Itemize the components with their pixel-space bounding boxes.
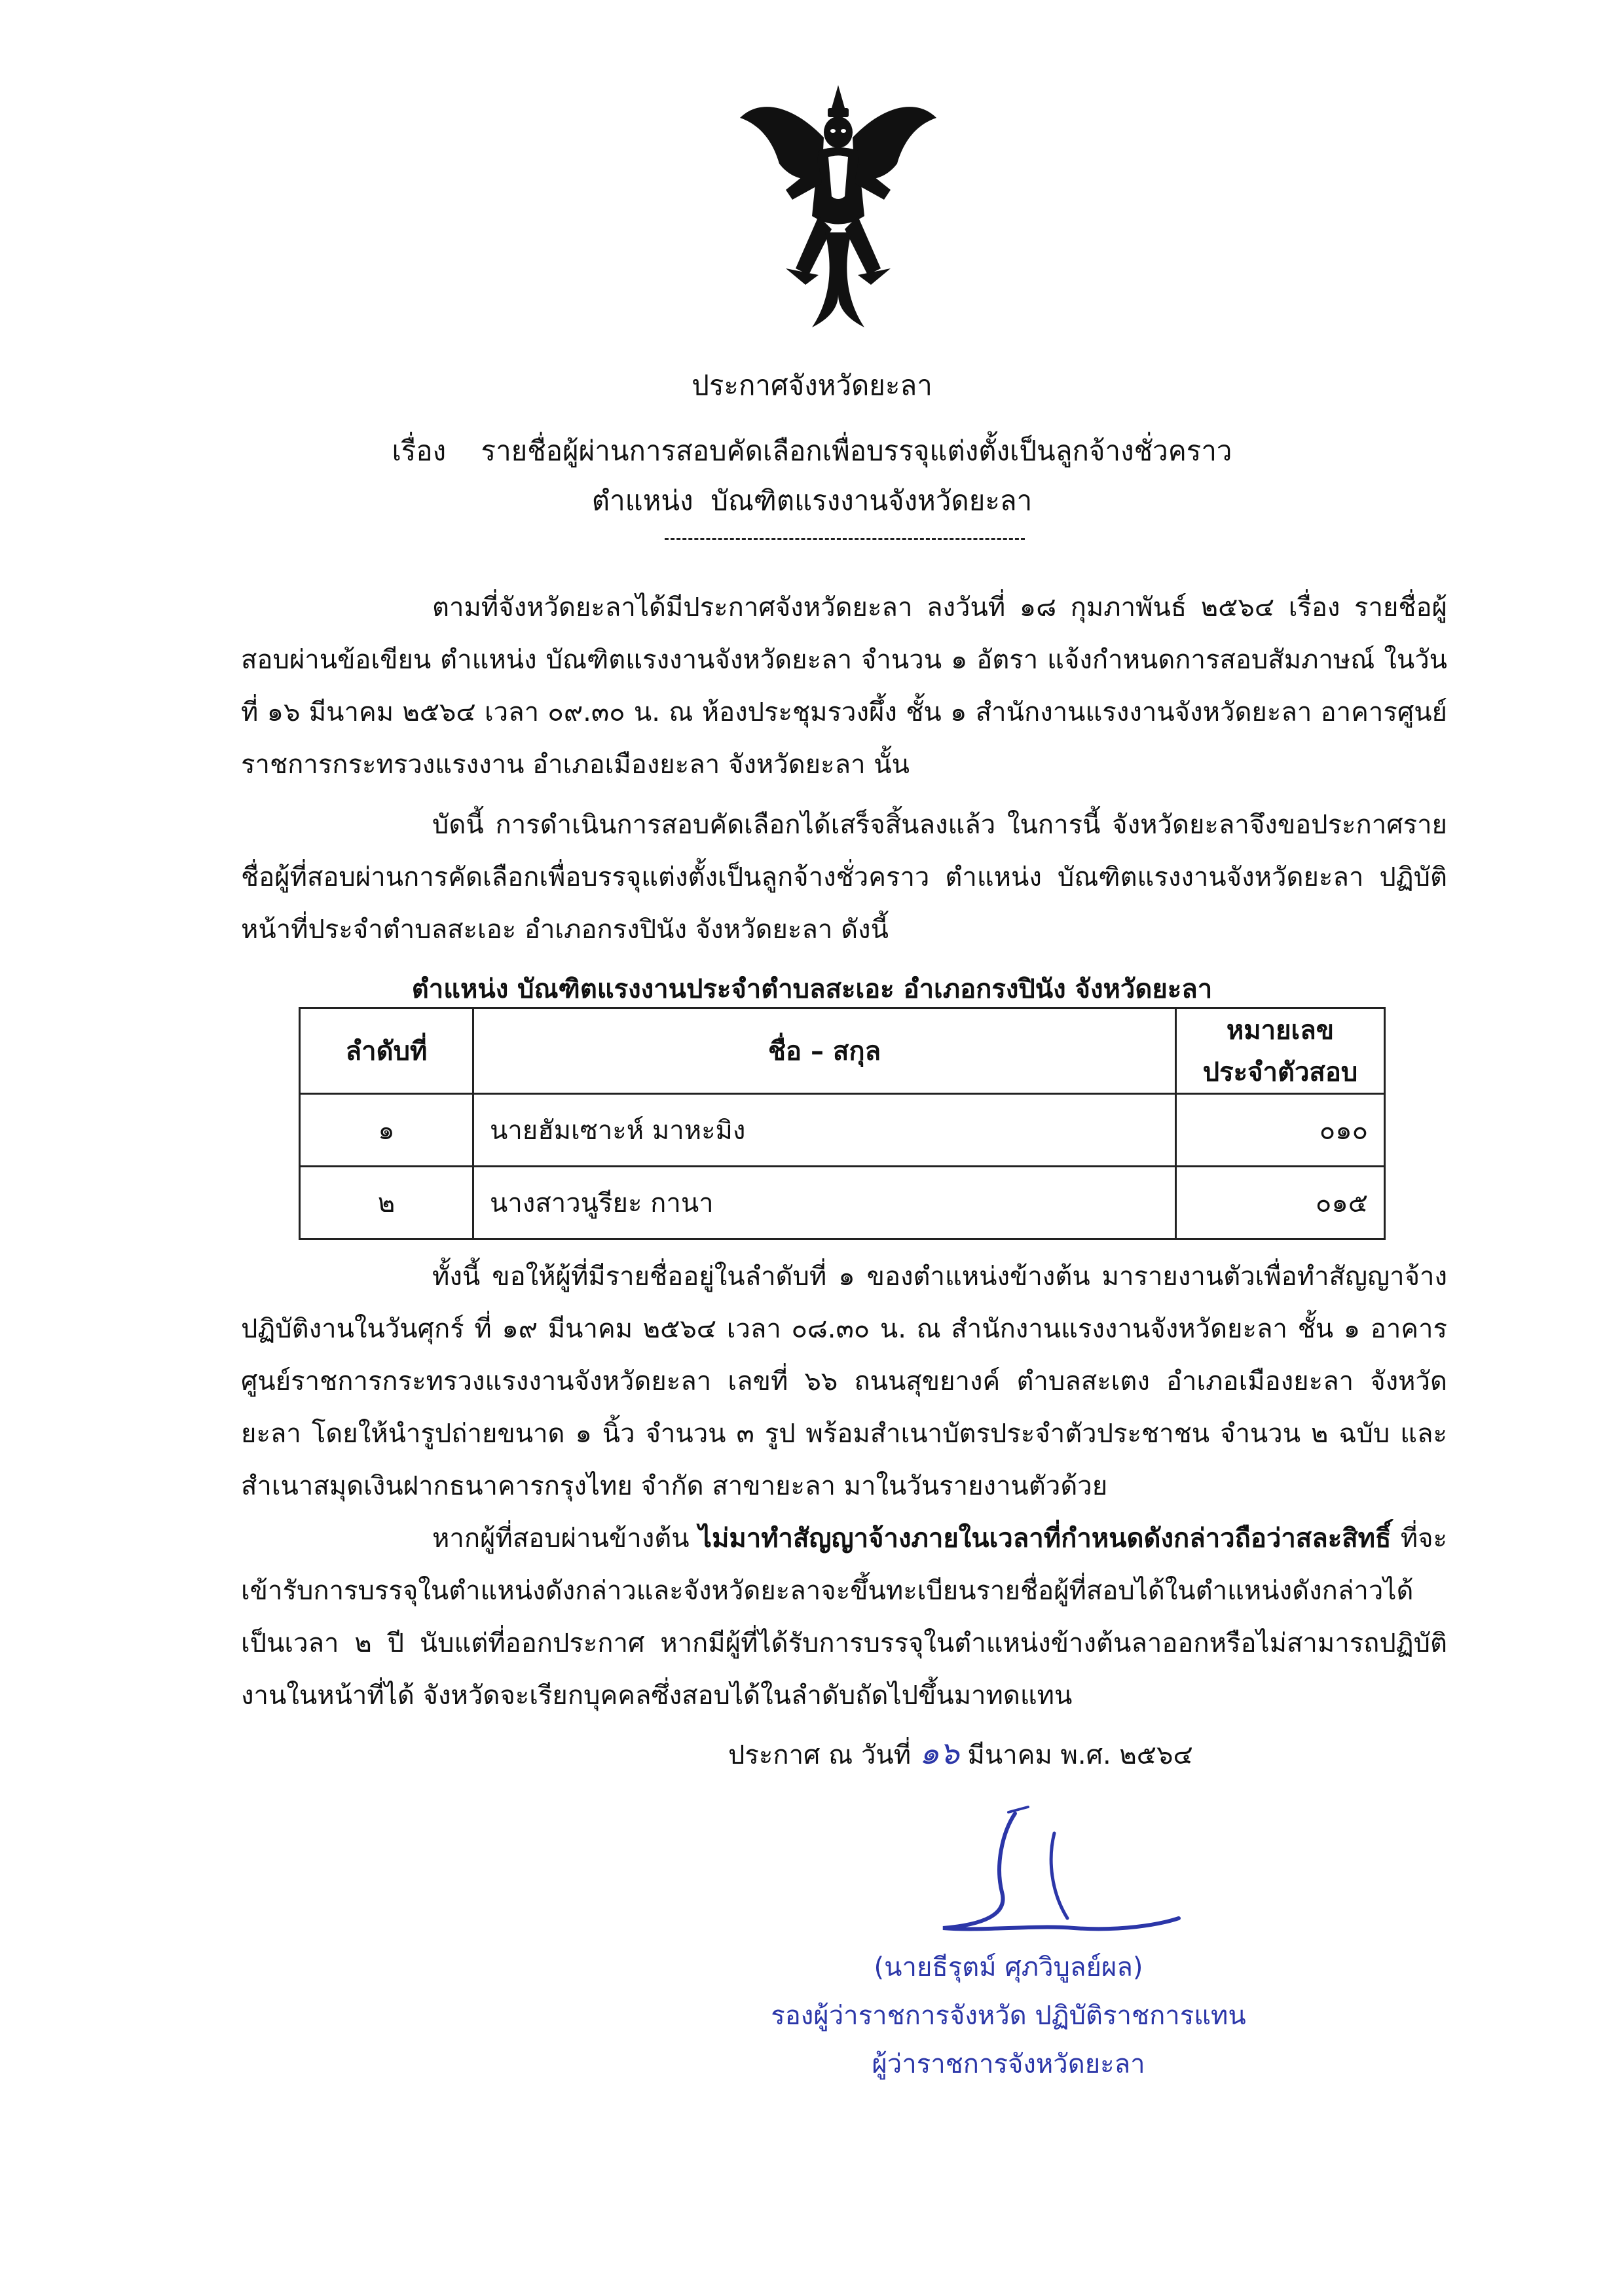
- row-exam-id: ๐๑๕: [1176, 1167, 1385, 1239]
- paragraph-1: ตามที่จังหวัดยะลาได้มีประกาศจังหวัดยะลา ลงวันที่ ๑๘ กุมภาพันธ์ ๒๕๖๔ เรื่อง รายชื่อผู้สอบผ่านข้อเขียน ตำแหน่ง บัณฑิตแรงงานจังหวัดยะลา จำนวน ๑ อัตรา แจ้งกำหนดการสอบสัมภาษณ์ ในวันที่ ๑๖ มีนาคม ๒๕๖๔ เวลา ๐๙.๓๐ น. ณ ห้องประชุมรวงผึ้ง ชั้น ๑ สำนักงานแรงงานจังหวัดยะลา อาคารศูนย์ราชการกระทรวงแรงงาน อำเภอเมืองยะลา จังหวัดยะลา นั้น: [241, 592, 1447, 780]
- header-exam-id: หมายเลขประจำตัวสอบ: [1176, 1008, 1385, 1094]
- candidate-table: [299, 1007, 1386, 1240]
- separator-rule: [665, 538, 1025, 540]
- position-line: [0, 479, 1624, 522]
- date-day-handwritten: ๑๖: [919, 1735, 959, 1772]
- issuer-title: ประกาศจังหวัดยะลา: [692, 369, 932, 401]
- row-name: นายฮัมเซาะห์ มาหะมิง: [473, 1094, 1176, 1167]
- handwritten-signature: [904, 1794, 1231, 1938]
- header-name: ชื่อ – สกุล: [473, 1008, 1176, 1094]
- position-label: ตำแหน่ง: [591, 484, 693, 517]
- table-row: [300, 1094, 1385, 1167]
- signature-block: [681, 1943, 1336, 2088]
- subject-text: รายชื่อผู้ผ่านการสอบคัดเลือกเพื่อบรรจุแต่งตั้งเป็นลูกจ้างชั่วคราว: [481, 435, 1232, 467]
- paragraph-2: บัดนี้ การดำเนินการสอบคัดเลือกได้เสร็จสิ้นลงแล้ว ในการนี้ จังหวัดยะลาจึงขอประกาศรายชื่อผู้ที่สอบผ่านการคัดเลือกเพื่อบรรจุแต่งตั้งเป็นลูกจ้างชั่วคราว ตำแหน่ง บัณฑิตแรงงานจังหวัดยะลา ปฏิบัติหน้าที่ประจำตำบลสะเอะ อำเภอกรงปินัง จังหวัดยะลา ดังนี้: [241, 810, 1447, 945]
- row-order: ๒: [300, 1167, 473, 1239]
- paragraph-3: ทั้งนี้ ขอให้ผู้ที่มีรายชื่ออยู่ในลำดับที่ ๑ ของตำแหน่งข้างต้น มารายงานตัวเพื่อทำสัญญาจ้างปฏิบัติงานในวันศุกร์ ที่ ๑๙ มีนาคม ๒๕๖๔ เวลา ๐๘.๓๐ น. ณ สำนักงานแรงงานจังหวัดยะลา ชั้น ๑ อาคารศูนย์ราชการกระทรวงแรงงานจังหวัดยะลา เลขที่ ๖๖ ถนนสุขยางค์ ตำบลสะเตง อำเภอเมืองยะลา จังหวัดยะลา โดยให้นำรูปถ่ายขนาด ๑ นิ้ว จำนวน ๓ รูป พร้อมสำเนาบัตรประจำตัวประชาชน จำนวน ๒ ฉบับ และสำเนาสมุดเงินฝากธนาคารกรุงไทย จำกัด สาขายะลา มาในวันรายงานตัวด้วย: [241, 1262, 1447, 1501]
- signer-title-1: รองผู้ว่าราชการจังหวัด ปฏิบัติราชการแทน: [771, 2001, 1246, 2031]
- date-prefix: ประกาศ ณ วันที่: [728, 1740, 912, 1770]
- table-header-row: [300, 1008, 1385, 1094]
- row-exam-id: ๐๑๐: [1176, 1094, 1385, 1167]
- garuda-emblem-icon: [733, 79, 943, 340]
- header-order: ลำดับที่: [300, 1008, 473, 1094]
- paragraph-4-emphasis: ไม่มาทำสัญญาจ้างภายในเวลาที่กำหนดดังกล่าวถือว่าสละสิทธิ์: [698, 1523, 1392, 1554]
- signer-name: (นายธีรุตม์ ศุภวิบูลย์ผล): [874, 1952, 1143, 1982]
- signer-title-2: ผู้ว่าราชการจังหวัดยะลา: [872, 2049, 1145, 2079]
- date-suffix: มีนาคม พ.ศ. ๒๕๖๔: [967, 1740, 1193, 1770]
- paragraph-4-rest: ที่จะเข้ารับการบรรจุในตำแหน่งดังกล่าวและจังหวัดยะลาจะขึ้นทะเบียนรายชื่อผู้ที่สอบได้ในตำแหน่งดังกล่าวได้เป็นเวลา ๒ ปี นับแต่ที่ออกประกาศ หากมีผู้ที่ได้รับการบรรจุในตำแหน่งข้างต้นลาออกหรือไม่สามารถปฏิบัติงานในหน้าที่ได้ จังหวัดจะเรียกบุคคลซึ่งสอบได้ในลำดับถัดไปขึ้นมาทดแทน: [241, 1523, 1447, 1711]
- body-bottom: [241, 1250, 1447, 1722]
- row-name: นางสาวนูรียะ กานา: [473, 1167, 1176, 1239]
- paragraph-4-lead: หากผู้ที่สอบผ่านข้างต้น: [432, 1523, 690, 1554]
- body-top: [241, 581, 1447, 956]
- table-title: ตำแหน่ง บัณฑิตแรงงานประจำตำบลสะเอะ อำเภอกรงปินัง จังหวัดยะลา: [411, 974, 1213, 1004]
- position-text: บัณฑิตแรงงานจังหวัดยะลา: [710, 484, 1033, 517]
- paragraph-4: [241, 1512, 1447, 1722]
- row-order: ๑: [300, 1094, 473, 1167]
- subject-line: [0, 429, 1624, 473]
- announcement-date: [728, 1728, 1193, 1778]
- table-row: [300, 1167, 1385, 1239]
- subject-label: เรื่อง: [392, 435, 447, 467]
